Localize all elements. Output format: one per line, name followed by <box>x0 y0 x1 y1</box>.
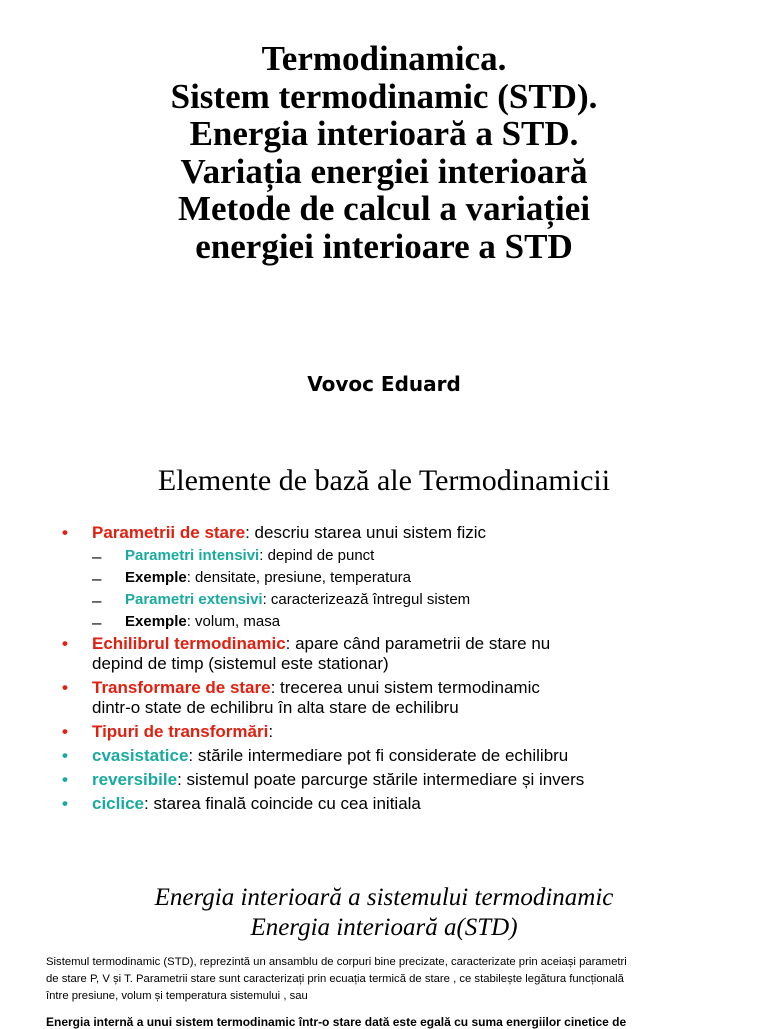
title-line: Sistem termodinamic (STD). <box>170 76 598 116</box>
cutoff-text-line: Energia internă a unui sistem termodinamic într-o stare dată este egală cu suma energiilor cinetice de <box>46 1015 627 1029</box>
item-keyword: reversibile <box>92 770 178 789</box>
bullet-icon: • <box>62 722 68 741</box>
item-keyword: Echilibrul termodinamic <box>92 634 286 653</box>
item-keyword: Exemple <box>125 613 187 630</box>
list-item <box>62 722 762 742</box>
list-item <box>62 523 762 543</box>
dash-icon: – <box>92 613 102 632</box>
item-text: : depind de punct <box>259 547 375 564</box>
energy-title-line: Energia interioară a sistemului termodinamic <box>154 884 614 911</box>
item-text: : volum, masa <box>186 613 281 630</box>
title-line: Termodinamica. <box>261 39 507 78</box>
energy-title-line: Energia interioară a(STD) <box>250 914 518 941</box>
item-text: : apare când parametrii de stare nu <box>285 634 551 653</box>
item-keyword: Parametri extensivi <box>125 591 263 608</box>
item-keyword: Parametrii de stare <box>92 523 246 542</box>
paragraph-line: Sistemul termodinamic (STD), reprezintă un ansamblu de corpuri bine precizate, caracterizate prin aceiași parametri <box>46 956 627 968</box>
item-continuation: depind de timp (sistemul este stationar) <box>92 654 389 673</box>
item-keyword: Parametri intensivi <box>125 547 260 564</box>
list-item <box>62 634 762 674</box>
author-name: Vovoc Eduard <box>307 372 461 396</box>
item-keyword: cvasistatice <box>92 746 189 765</box>
title-line: Energia interioară a STD. <box>189 114 579 153</box>
item-text: : <box>268 722 274 741</box>
bullet-icon: • <box>62 678 68 697</box>
bullet-icon: • <box>62 746 68 765</box>
bullet-icon: • <box>62 523 68 542</box>
bullet-icon: • <box>62 770 68 789</box>
list-item <box>62 613 762 630</box>
item-continuation: dintr-o state de echilibru în alta stare de echilibru <box>92 698 459 717</box>
bullet-list <box>62 523 762 814</box>
section-title: Elemente de bază ale Termodinamicii <box>157 464 611 497</box>
list-item <box>62 770 762 790</box>
item-keyword: ciclice <box>92 794 144 813</box>
slide-title <box>0 40 768 265</box>
paragraph-line: de stare P, V și T. Parametrii stare sunt caracterizați prin ecuația termică de stare , ce stabilește legătura funcțională <box>46 973 624 985</box>
item-text: : sistemul poate parcurge stările intermediare și invers <box>177 770 585 789</box>
title-line: Variația energiei interioară <box>180 151 588 191</box>
list-item <box>62 678 762 718</box>
list-item <box>62 569 762 586</box>
item-text: : trecerea unui sistem termodinamic <box>270 678 540 697</box>
item-text: : starea finală coincide cu cea initiala <box>144 794 421 813</box>
energy-section-title <box>0 883 768 943</box>
bullet-icon: • <box>62 634 68 653</box>
list-item <box>62 547 762 564</box>
item-text: : descriu starea unui sistem fizic <box>245 523 487 542</box>
paragraph-line: între presiune, volum și temperatura sistemului , sau <box>46 990 308 1002</box>
title-line: energiei interioare a STD <box>195 226 573 266</box>
item-keyword: Tipuri de transformări <box>92 722 269 741</box>
title-line: Metode de calcul a variației <box>177 189 591 228</box>
item-text: : caracterizează întregul sistem <box>262 591 471 608</box>
dash-icon: – <box>92 591 102 610</box>
item-text: : stările intermediare pot fi considerate de echilibru <box>188 746 569 765</box>
list-item <box>62 746 762 766</box>
item-text: : densitate, presiune, temperatura <box>186 569 411 586</box>
dash-icon: – <box>92 569 102 588</box>
body-paragraph <box>46 954 758 1005</box>
list-item <box>62 591 762 608</box>
list-item <box>62 794 762 814</box>
dash-icon: – <box>92 547 102 566</box>
item-keyword: Transformare de stare <box>92 678 271 697</box>
bullet-icon: • <box>62 794 68 813</box>
item-keyword: Exemple <box>125 569 187 586</box>
